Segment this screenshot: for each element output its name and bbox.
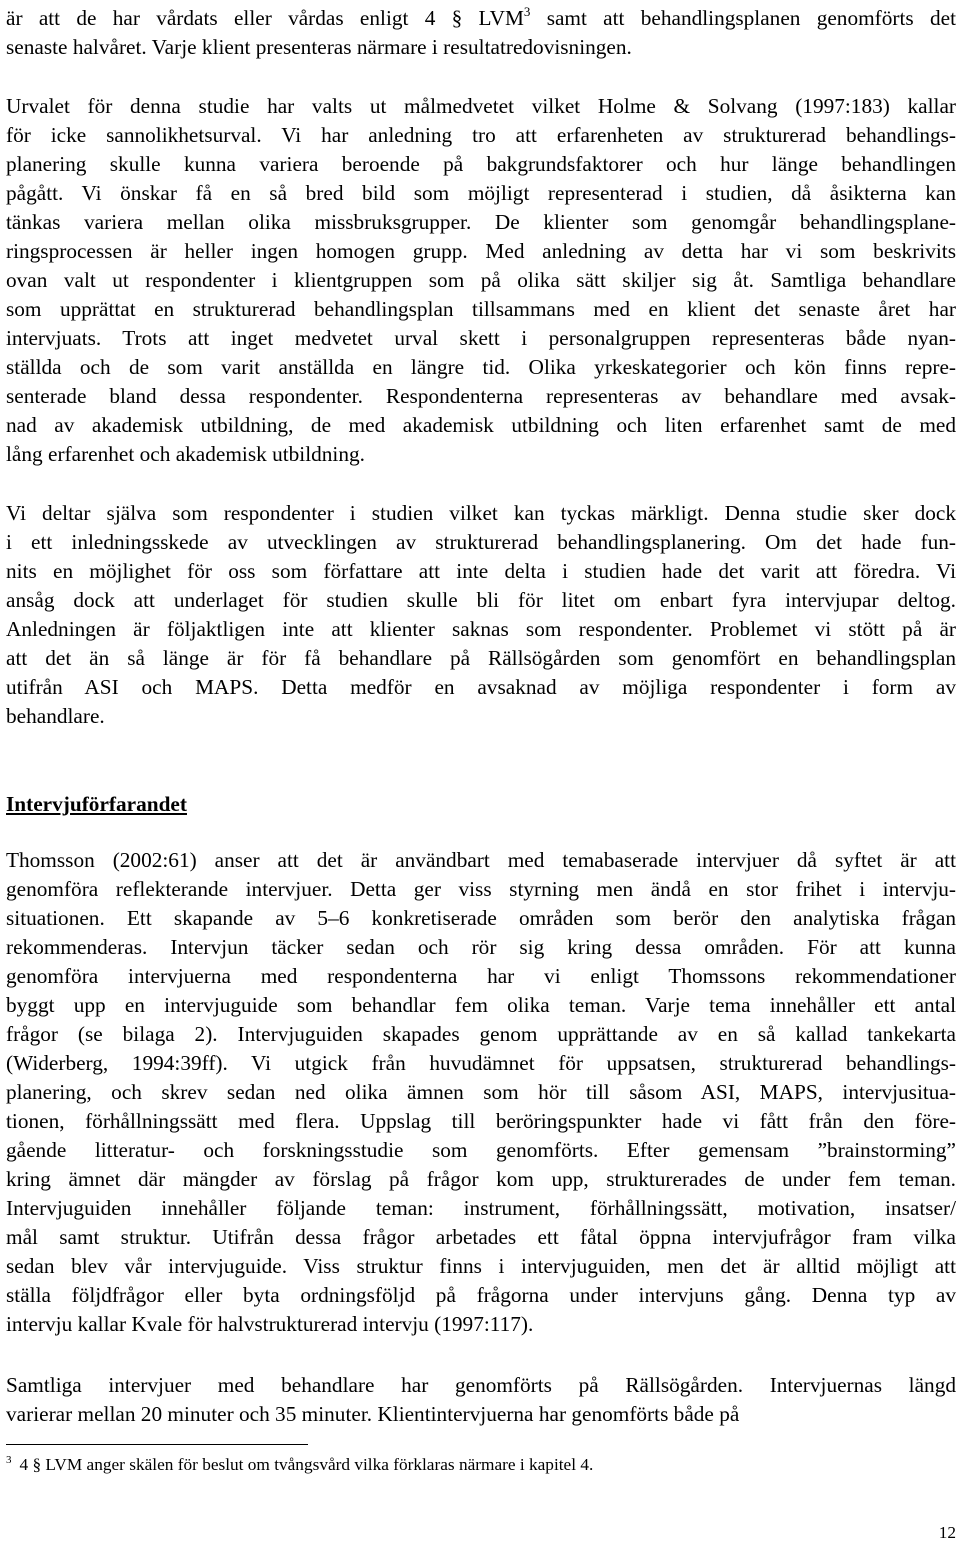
- text-line: sedan blev vår intervjuguide. Viss struktur finns i intervjuguiden, men det är alltid möjligt att: [6, 1254, 956, 1278]
- text-line: tionen, förhållningssätt med flera. Uppslag till beröringspunkter hade vi fått från den före-: [6, 1109, 956, 1133]
- text-line: senaste halvåret. Varje klient presenteras närmare i resultatredovisningen.: [6, 35, 632, 59]
- text-line: att det än så länge är för få behandlare på Rällsögården som genomfört en behandlingsplan: [6, 646, 956, 670]
- text-line: senterade bland dessa respondenter. Respondenterna representeras av behandlare med avsak-: [6, 384, 956, 408]
- paragraph-3: [6, 499, 956, 731]
- text-line: mål samt struktur. Utifrån dessa frågor arbetades ett fåtal öppna intervjufrågor fram vilka: [6, 1225, 956, 1249]
- text-line: situationen. Ett skapande av 5–6 konkretiserade områden som berör den analytiska frågan: [6, 906, 956, 930]
- paragraph-4: [6, 846, 956, 1339]
- text-line: genomföra reflekterande intervjuer. Detta ger viss styrning men ändå en stor frihet i intervju-: [6, 877, 956, 901]
- text-line: kring ämnet där mängder av förslag på frågor kom upp, strukturerades de under fem teman.: [6, 1167, 956, 1191]
- text-line: intervjuats. Trots att inget medvetet urval skett i personalgruppen representeras både nyan-: [6, 326, 956, 350]
- paragraph-2: [6, 92, 956, 469]
- footnote-marker: 3: [6, 1454, 12, 1466]
- text-line: pågått. Vi önskar få en så bred bild som möjligt representerad i studien, då åsikterna kan: [6, 181, 956, 205]
- text-line: utifrån ASI och MAPS. Detta medför en avsaknad av möjliga respondenter i form av: [6, 675, 956, 699]
- text-line: lång erfarenhet och akademisk utbildning.: [6, 442, 365, 466]
- text-line: i ett inledningsskede av utvecklingen av strukturerad behandlingsplanering. Om det hade fun-: [6, 530, 956, 554]
- page-number: 12: [938, 1523, 956, 1542]
- paragraph-1: [6, 4, 956, 62]
- text-line: Samtliga intervjuer med behandlare har genomförts på Rällsögården. Intervjuernas längd: [6, 1373, 956, 1397]
- text-line: nits en möjlighet för oss som författare att inte delta i studien hade det varit att föredra. Vi: [6, 559, 956, 583]
- footnote-reference: 3: [523, 4, 531, 19]
- text-line: Anledningen är följaktligen inte att klienter saknas som respondenter. Problemet vi stött på är: [6, 617, 956, 641]
- text-line: intervju kallar Kvale för halvstrukturerad intervju (1997:117).: [6, 1312, 534, 1336]
- text-line: [6, 4, 956, 33]
- text-line: ställda och de som varit anställda en längre tid. Olika yrkeskategorier och kön finns repre-: [6, 355, 956, 379]
- text-line: Thomsson (2002:61) anser att det är användbart med temabaserade intervjuer då syftet är att: [6, 848, 956, 872]
- text-line: Intervjuguiden innehåller följande teman: instrument, förhållningssätt, motivation, insatser/: [6, 1196, 956, 1220]
- text-line: planering skulle kunna variera beroende på bakgrundsfaktorer och hur länge behandlingen: [6, 152, 956, 176]
- text-line: ovan valt ut respondenter i klientgruppen som på olika sätt skiljer sig åt. Samtliga behandlare: [6, 268, 956, 292]
- text-line: tänkas variera mellan olika missbruksgrupper. De klienter som genomgår behandlingsplane-: [6, 210, 956, 234]
- paragraph-5: [6, 1371, 956, 1429]
- footnote: [6, 1453, 593, 1477]
- footnote-text: 4 § LVM anger skälen för beslut om tvångsvård vilka förklaras närmare i kapitel 4.: [19, 1455, 594, 1474]
- text-line: som upprättat en strukturerad behandlingsplan tillsammans med en klient det senaste året har: [6, 297, 956, 321]
- text-line: ställa följdfrågor eller byta ordningsföljd på frågorna under intervjuns gång. Denna typ av: [6, 1283, 956, 1307]
- text-line: behandlare.: [6, 704, 105, 728]
- text-segment: är att de har vårdats eller vårdas enligt 4 § LVM: [6, 6, 524, 30]
- text-line: ansåg dock att underlaget för studien skulle bli för litet om enbart fyra intervjupar deltog.: [6, 588, 956, 612]
- text-line: Urvalet för denna studie har valts ut målmedvetet vilket Holme & Solvang (1997:183) kallar: [6, 94, 956, 118]
- text-line: varierar mellan 20 minuter och 35 minuter. Klientintervjuerna har genomförts både på: [6, 1402, 740, 1426]
- section-heading: Intervjuförfarandet: [6, 792, 187, 816]
- text-line: gående litteratur- och forskningsstudie som genomförts. Efter gemensam ”brainstorming”: [6, 1138, 956, 1162]
- text-line: Vi deltar själva som respondenter i studien vilket kan tyckas märkligt. Denna studie sker dock: [6, 501, 956, 525]
- text-line: genomföra intervjuerna med respondenterna har vi enligt Thomssons rekommendationer: [6, 964, 956, 988]
- text-line: rekommenderas. Intervjun täcker sedan och rör sig kring dessa områden. För att kunna: [6, 935, 956, 959]
- text-line: byggt upp en intervjuguide som behandlar fem olika teman. Varje tema innehåller ett antal: [6, 993, 956, 1017]
- text-line: planering, och skrev sedan ned olika ämnen som hör till såsom ASI, MAPS, intervjusitua-: [6, 1080, 956, 1104]
- text-line: ringsprocessen är heller ingen homogen grupp. Med anledning av detta har vi som beskrivits: [6, 239, 956, 263]
- text-line: frågor (se bilaga 2). Intervjuguiden skapades genom upprättande av en så kallad tankekarta: [6, 1022, 956, 1046]
- text-line: nad av akademisk utbildning, de med akademisk utbildning och liten erfarenhet samt de med: [6, 413, 956, 437]
- text-line: för icke sannolikhetsurval. Vi har anledning tro att erfarenheten av strukturerad behandlings-: [6, 123, 956, 147]
- text-line: (Widerberg, 1994:39ff). Vi utgick från huvudämnet för uppsatsen, strukturerad behandlings-: [6, 1051, 956, 1075]
- text-segment: samt att behandlingsplanen genomförts det: [530, 6, 956, 30]
- footnote-separator: [6, 1444, 308, 1445]
